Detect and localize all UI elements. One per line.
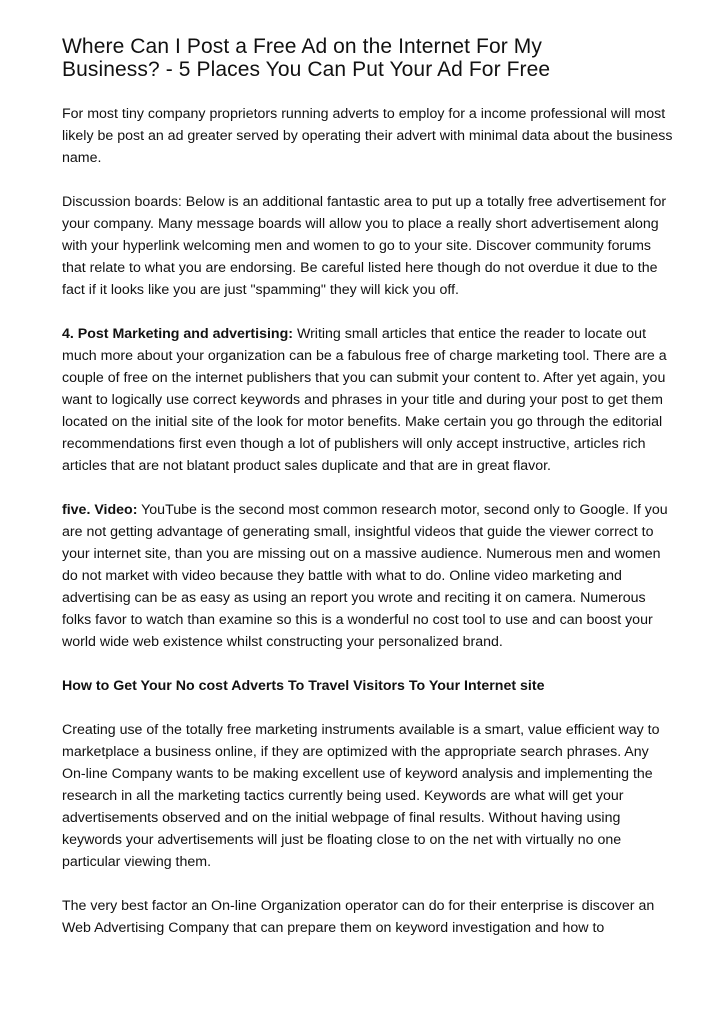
paragraph-video xyxy=(62,499,674,653)
title-line-2: Business? - 5 Places You Can Put Your Ad For Free xyxy=(62,58,551,81)
section-heading: How to Get Your No cost Adverts To Travel Visitors To Your Internet site xyxy=(62,678,545,694)
paragraph-text: YouTube is the second most common research motor, second only to Google. If you are not getting advantage of generating small, insightful videos that guide the viewer correct to your internet site, than you are missing out on a massive audience. Numerous men and women do not market with video because they battle with what to do. Online video marketing and advertising can be as easy as using an report you wrote and reciting it on camera. Numerous folks favor to watch than examine so this is a wonderful no cost tool to use and can boost your world wide web existence whilst constructing your personalized brand. xyxy=(62,502,668,650)
paragraph-lead: five. Video: xyxy=(62,502,138,518)
paragraph-text: Creating use of the totally free marketing instruments available is a smart, value efficient way to marketplace a business online, if they are optimized with the appropriate search phrases. Any On-line Company wants to be making excellent use of keyword analysis and implementing the research in all the marketing tactics currently being used. Keywords are what will get your advertisements observed and on the initial webpage of final results. Without having using keywords your advertisements will just be floating close to on the net with virtually no one particular viewing them. xyxy=(62,722,660,870)
page-title xyxy=(62,35,674,81)
paragraph-text: Discussion boards: Below is an additional fantastic area to put up a totally free advertisement for your company. Many message boards will allow you to place a really short advertisement along with your hyperlink welcoming men and women to go to your site. Discover community forums that relate to what you are endorsing. Be careful listed here though do not overdue it due to the fact if it looks like you are just "spamming" they will kick you off. xyxy=(62,194,667,298)
paragraph-keywords xyxy=(62,719,674,873)
paragraph-post-marketing xyxy=(62,323,674,477)
paragraph-discussion-boards xyxy=(62,191,674,301)
paragraph-text: Writing small articles that entice the reader to locate out much more about your organization can be a fabulous free of charge marketing tool. There are a couple of free on the internet publishers that you can submit your content to. After yet again, you want to logically use correct keywords and phrases in your title and during your post to get them located on the initial site of the look for motor benefits. Make certain you go through the editorial recommendations first even though a lot of publishers will only accept instructive, articles rich articles that are not blatant product sales duplicate and that are in great flavor. xyxy=(62,326,667,474)
title-line-1: Where Can I Post a Free Ad on the Internet For My xyxy=(62,35,542,58)
paragraph-text: The very best factor an On-line Organization operator can do for their enterprise is discover an Web Advertising Company that can prepare them on keyword investigation and how to xyxy=(62,898,655,936)
paragraph-text: For most tiny company proprietors running adverts to employ for a income professional will most likely be post an ad greater served by operating their advert with minimal data about the business name. xyxy=(62,106,673,166)
paragraph-lead: 4. Post Marketing and advertising: xyxy=(62,326,293,342)
paragraph-final xyxy=(62,895,674,939)
document-page xyxy=(62,35,674,961)
paragraph-intro xyxy=(62,103,674,169)
